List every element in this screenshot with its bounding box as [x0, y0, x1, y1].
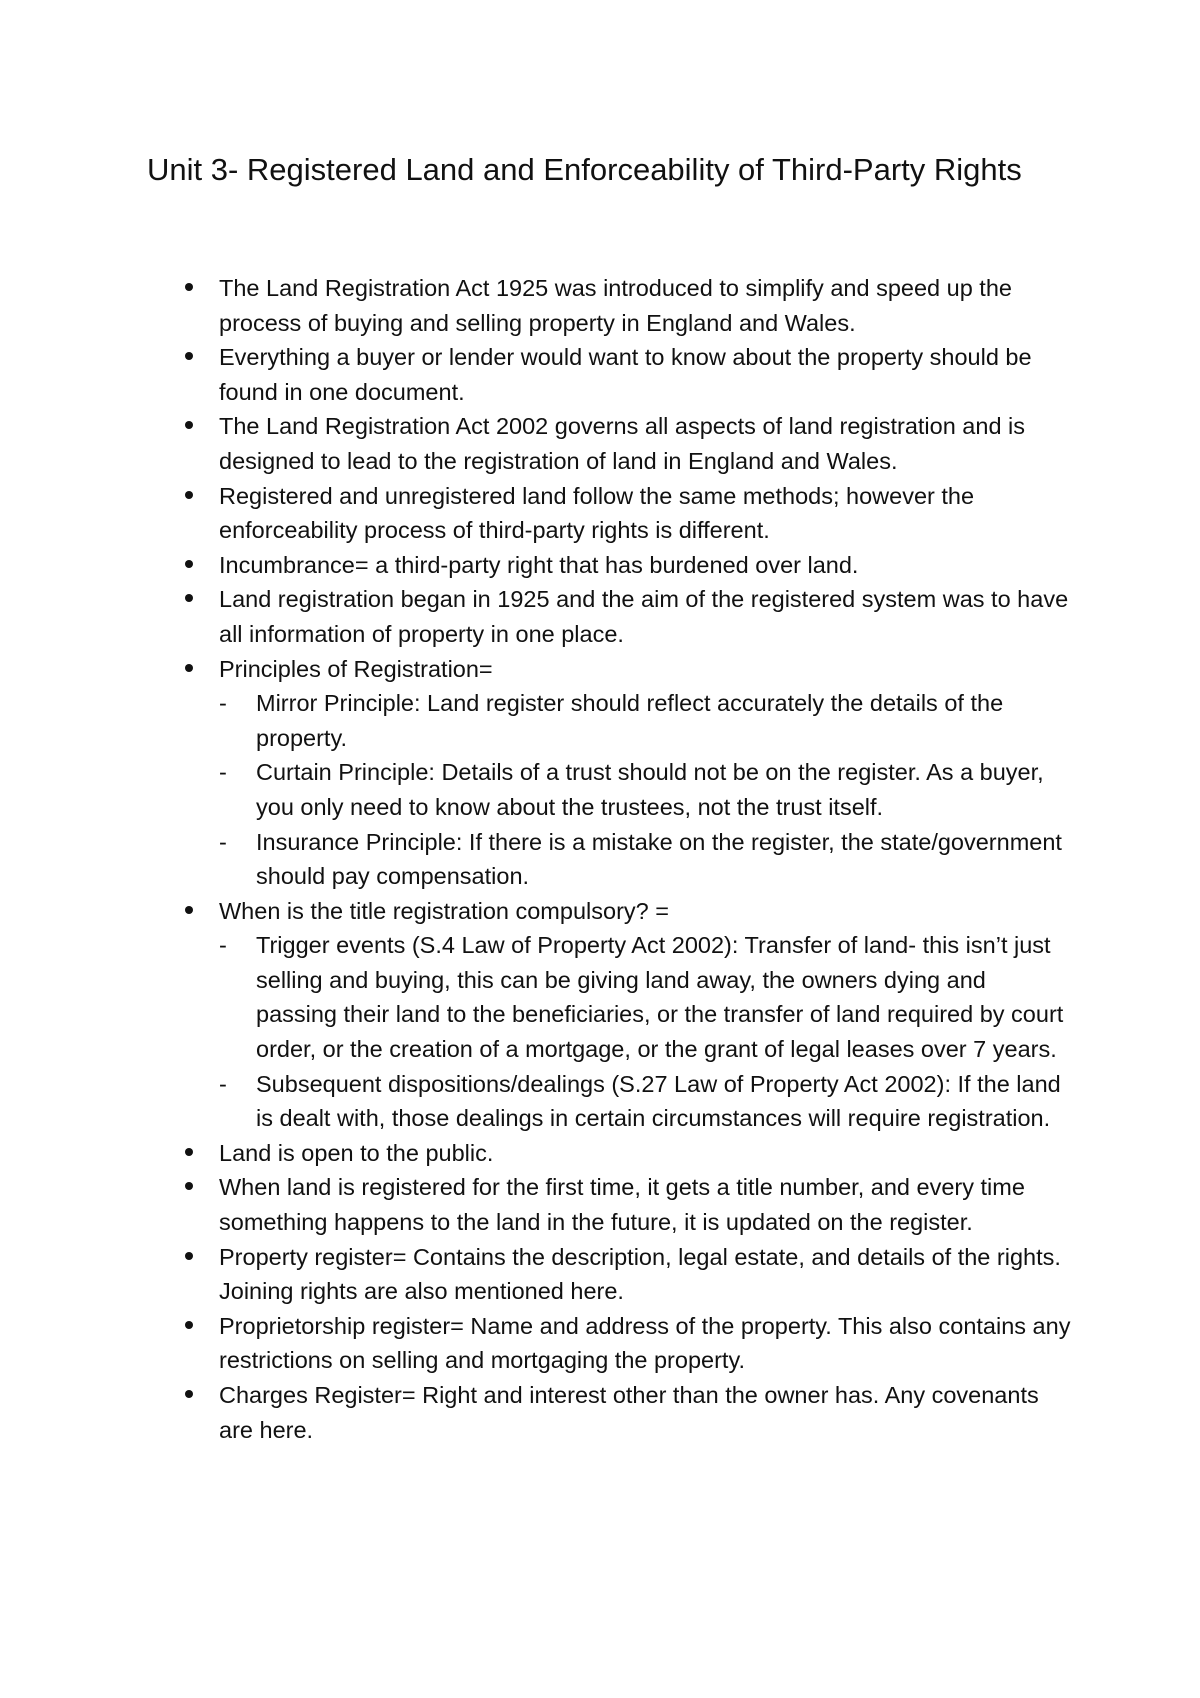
- bullet-dot-icon: [185, 1321, 193, 1329]
- sub-item: [219, 928, 1072, 1066]
- bullet-text: Everything a buyer or lender would want to know about the property should be found in one document.: [219, 344, 1032, 405]
- bullet-dot-icon: [185, 1390, 193, 1398]
- bullet-text: Proprietorship register= Name and address of the property. This also contains any restrictions on selling and mortgaging the property.: [219, 1312, 1071, 1374]
- bullet-text: Incumbrance= a third-party right that has burdened over land.: [219, 551, 859, 578]
- bullet-item: [147, 1378, 1072, 1447]
- bullet-dot-icon: [185, 1252, 193, 1260]
- document-title: Unit 3- Registered Land and Enforceability of Third-Party Rights: [147, 152, 1022, 187]
- bullet-item: [147, 340, 1072, 409]
- sub-item-text: Curtain Principle: Details of a trust should not be on the register. As a buyer, you only need to know about the trustees, not the trust itself.: [256, 759, 1044, 820]
- bullet-item: [147, 479, 1072, 548]
- bullet-dot-icon: [185, 1182, 193, 1190]
- bullet-dot-icon: [185, 594, 193, 602]
- bullet-text: Land registration began in 1925 and the aim of the registered system was to have all information of property in one place.: [219, 586, 1069, 647]
- bullet-text: Registered and unregistered land follow the same methods; however the enforceability process of third-party rights is different.: [219, 482, 975, 544]
- sub-item-text: Subsequent dispositions/dealings (S.27 Law of Property Act 2002): If the land is dealt with, those dealings in certain circumstances will require registration.: [256, 1070, 1061, 1132]
- bullet-item: [147, 582, 1072, 651]
- bullet-text: When land is registered for the first time, it gets a title number, and every time something happens to the land in the future, it is updated on the register.: [219, 1174, 1025, 1236]
- sub-item: [219, 1067, 1072, 1136]
- bullet-item: [147, 548, 1072, 583]
- dash-marker: -: [219, 932, 227, 959]
- bullet-text: The Land Registration Act 2002 governs all aspects of land registration and is designed to lead to the registration of land in England and Wales.: [219, 413, 1026, 474]
- bullet-item: [147, 894, 1072, 1136]
- sub-item-text: Mirror Principle: Land register should reflect accurately the details of the property.: [256, 690, 1004, 751]
- sub-item: [219, 755, 1072, 824]
- bullet-dot-icon: [185, 283, 193, 291]
- bullet-list: [147, 271, 1072, 1447]
- bullet-dot-icon: [185, 560, 193, 568]
- bullet-dot-icon: [185, 664, 193, 672]
- sub-item-text: Insurance Principle: If there is a mistake on the register, the state/government should pay compensation.: [256, 828, 1062, 890]
- bullet-text: Property register= Contains the description, legal estate, and details of the rights. Joining rights are also mentioned here.: [219, 1243, 1061, 1305]
- bullet-item: [147, 652, 1072, 894]
- bullet-dot-icon: [185, 491, 193, 499]
- dash-marker: -: [219, 759, 227, 786]
- sub-list: [219, 686, 1072, 894]
- bullet-item: [147, 409, 1072, 478]
- dash-marker: -: [219, 1070, 227, 1097]
- sub-list: [219, 928, 1072, 1136]
- bullet-text: Principles of Registration=: [219, 655, 493, 682]
- bullet-dot-icon: [185, 906, 193, 914]
- dash-marker: -: [219, 690, 227, 717]
- sub-item: [219, 686, 1072, 755]
- bullet-item: [147, 1309, 1072, 1378]
- dash-marker: -: [219, 828, 227, 855]
- bullet-item: [147, 1240, 1072, 1309]
- bullet-dot-icon: [185, 1148, 193, 1156]
- bullet-item: [147, 1136, 1072, 1171]
- bullet-text: The Land Registration Act 1925 was introduced to simplify and speed up the process of buying and selling property in England and Wales.: [219, 275, 1012, 336]
- sub-item-text: Trigger events (S.4 Law of Property Act 2002): Transfer of land- this isn’t just selling and buying, this can be giving land away, the owners dying and passing their land to the beneficiaries, or the transfer of land required by court order, or the creation of a mortgage, or the grant of legal leases over 7 years.: [256, 932, 1064, 1063]
- bullet-text: Charges Register= Right and interest other than the owner has. Any covenants are here.: [219, 1382, 1039, 1443]
- bullet-dot-icon: [185, 352, 193, 360]
- sub-item: [219, 825, 1072, 894]
- bullet-item: [147, 271, 1072, 340]
- bullet-dot-icon: [185, 421, 193, 429]
- bullet-item: [147, 1170, 1072, 1239]
- bullet-text: Land is open to the public.: [219, 1139, 494, 1166]
- bullet-text: When is the title registration compulsory? =: [219, 897, 669, 924]
